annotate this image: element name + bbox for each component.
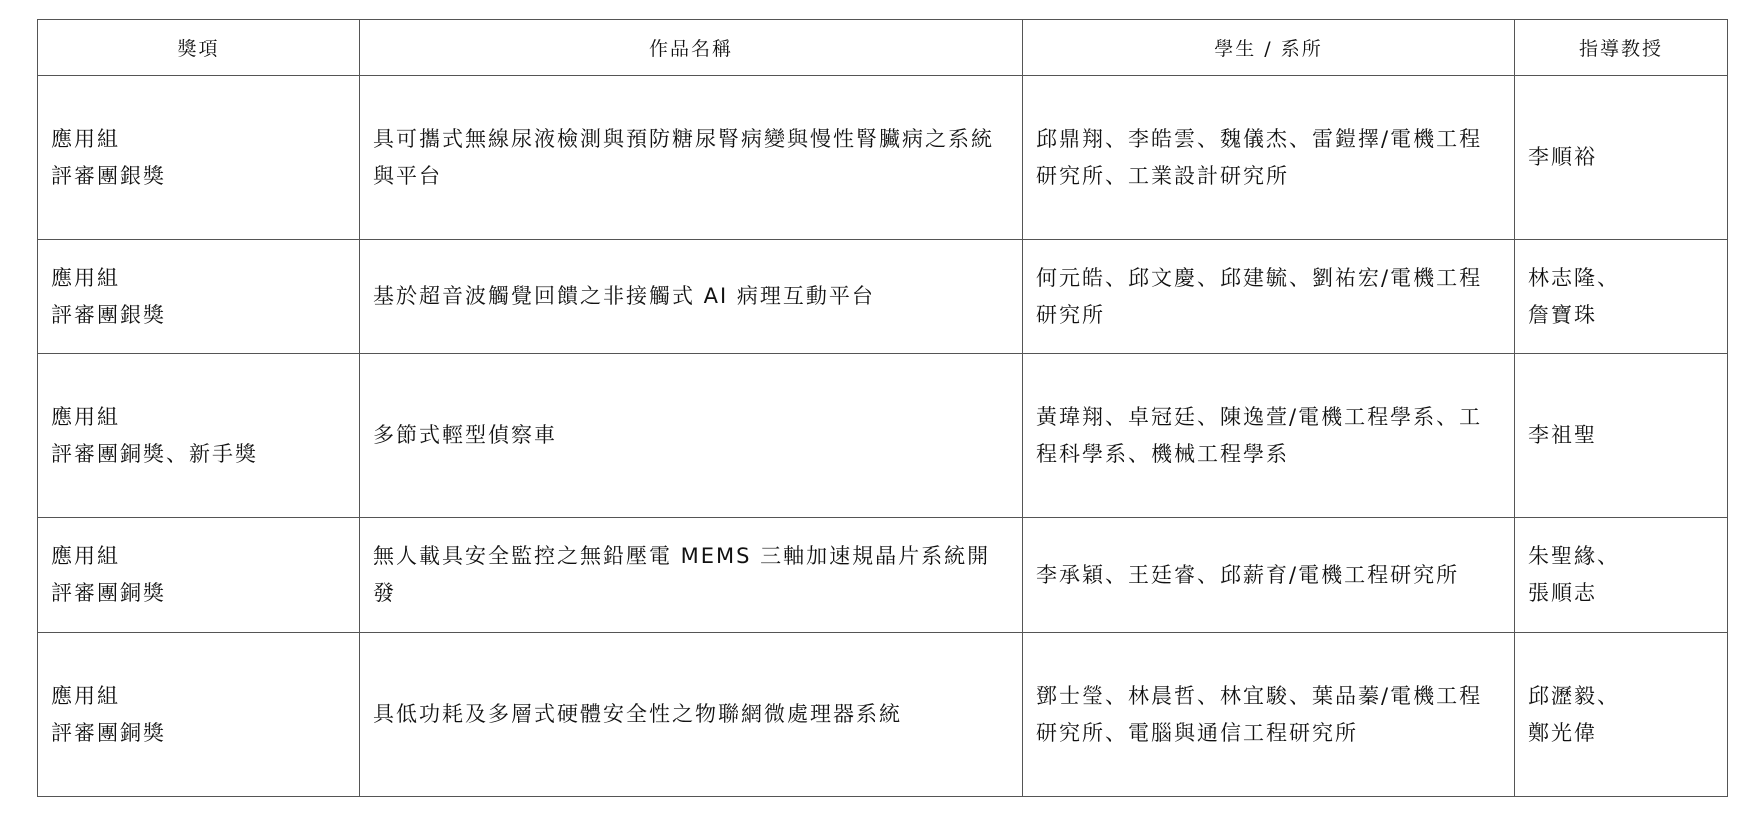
advisor-cell [1515,518,1728,633]
advisor-name: 李祖聖 [1528,423,1597,447]
advisor-cell [1515,240,1728,354]
award-cell [38,240,360,354]
advisor-name: 李順裕 [1528,145,1597,169]
award-group: 應用組 [51,544,120,568]
advisor-name: 張順志 [1528,581,1597,605]
table-row [38,76,1728,240]
header-students: 學生 / 系所 [1023,20,1515,76]
advisor-name: 詹寶珠 [1528,302,1597,327]
students-cell: 邱鼎翔、李皓雲、魏儀杰、雷鎧擇/電機工程研究所、工業設計研究所 [1023,76,1515,240]
award-prize: 評審團銅獎 [51,581,166,605]
advisor-cell [1515,76,1728,240]
award-cell [38,354,360,518]
award-prize: 評審團銅獎 [51,720,166,745]
header-award: 獎項 [38,20,360,76]
award-prize: 評審團銅獎、新手獎 [51,441,258,466]
header-title: 作品名稱 [360,20,1023,76]
title-cell: 多節式輕型偵察車 [360,354,1023,518]
students-cell: 何元皓、邱文慶、邱建毓、劉祐宏/電機工程研究所 [1023,240,1515,354]
advisor-cell [1515,633,1728,797]
table-row [38,518,1728,633]
award-cell [38,76,360,240]
advisor-name: 林志隆、 [1528,265,1620,290]
title-cell: 基於超音波觸覺回饋之非接觸式 AI 病理互動平台 [360,240,1023,354]
title-cell: 具可攜式無線尿液檢測與預防糖尿腎病變與慢性腎臟病之系統與平台 [360,76,1023,240]
title-cell: 具低功耗及多層式硬體安全性之物聯網微處理器系統 [360,633,1023,797]
awards-table [37,19,1728,797]
header-advisor: 指導教授 [1515,20,1728,76]
table-row [38,354,1728,518]
advisor-cell [1515,354,1728,518]
award-cell [38,518,360,633]
advisor-name: 邱瀝毅、 [1528,683,1620,708]
award-group: 應用組 [51,404,120,429]
award-prize: 評審團銀獎 [51,163,166,188]
award-group: 應用組 [51,265,120,290]
award-cell [38,633,360,797]
award-group: 應用組 [51,126,120,151]
table-row [38,633,1728,797]
advisor-name: 朱聖緣、 [1528,544,1620,568]
header-row [38,20,1728,76]
students-cell: 黃瑋翔、卓冠廷、陳逸萱/電機工程學系、工程科學系、機械工程學系 [1023,354,1515,518]
students-cell: 鄧士瑩、林晨哲、林宜駿、葉品蓁/電機工程研究所、電腦與通信工程研究所 [1023,633,1515,797]
students-cell: 李承穎、王廷睿、邱薪育/電機工程研究所 [1023,518,1515,633]
title-cell: 無人載具安全監控之無鉛壓電 MEMS 三軸加速規晶片系統開發 [360,518,1023,633]
award-prize: 評審團銀獎 [51,302,166,327]
award-group: 應用組 [51,683,120,708]
advisor-name: 鄭光偉 [1528,720,1597,745]
table-row [38,240,1728,354]
